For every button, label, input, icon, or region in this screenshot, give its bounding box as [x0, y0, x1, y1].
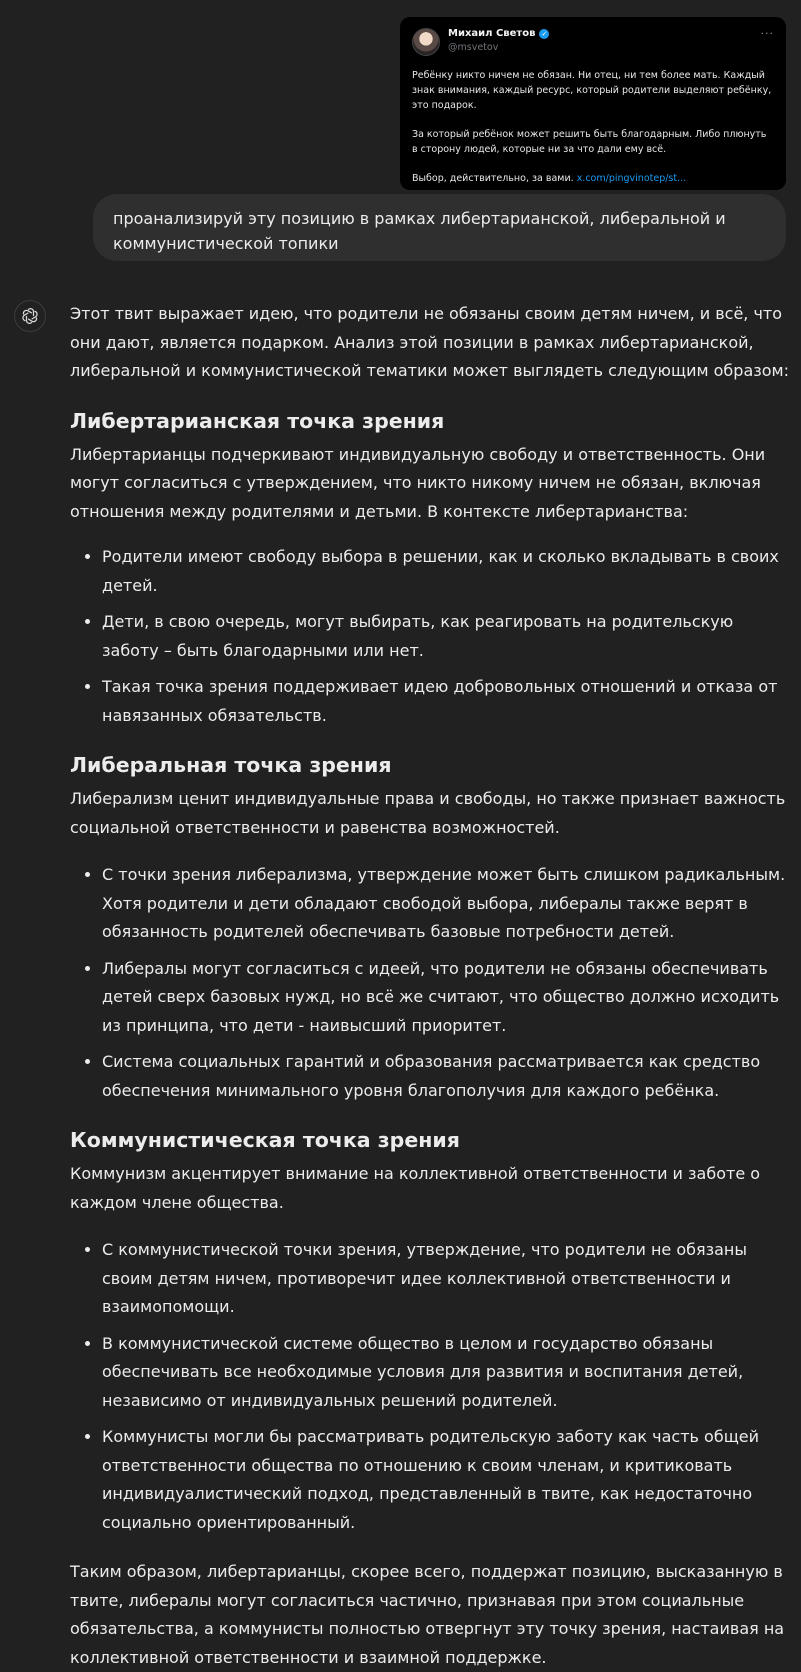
bullet-list-liberal	[70, 861, 790, 1105]
more-options-icon[interactable]: ···	[760, 27, 774, 40]
list-item: • Такая точка зрения поддерживает идею добровольных отношений и отказа от навязанных обязательств.	[102, 673, 790, 730]
tweet-paragraph: За который ребёнок может решить быть благодарным. Либо плюнуть в сторону людей, которые ни за что дали ему всё.	[412, 129, 767, 155]
section-heading-liberal: Либеральная точка зрения	[70, 753, 392, 777]
openai-logo-icon	[14, 300, 46, 332]
section-heading-communist: Коммунистическая точка зрения	[70, 1128, 460, 1152]
tweet-paragraph: Ребёнку никто ничем не обязан. Ни отец, ни тем более мать. Каждый знак внимания, каждый ресурс, который родители выделяют ребёнку, это подарок.	[412, 70, 772, 111]
tweet-paragraph	[412, 171, 774, 186]
tweet-last-text: Выбор, действительно, за вами.	[412, 173, 577, 184]
list-item: • В коммунистической системе общество в целом и государство обязаны обеспечивать все необходимые условия для развития и воспитания детей, независимо от индивидуальных решений родителей.	[102, 1330, 790, 1416]
tweet-handle: @msvetov	[448, 42, 499, 53]
bullet-list-communist	[70, 1236, 790, 1537]
user-message: проанализируй эту позицию в рамках либертарианской, либеральной и коммунистической топики	[93, 194, 786, 261]
tweet-author-name: Михаил Светов	[448, 28, 536, 39]
bullet-list-libertarian	[70, 543, 790, 730]
verified-badge-icon: ✓	[539, 29, 549, 39]
list-item: • С коммунистической точки зрения, утверждение, что родители не обязаны своим детям ничем, противоречит идее коллективной ответственности и взаимопомощи.	[102, 1236, 790, 1322]
avatar	[412, 28, 440, 56]
section-text-communist: Коммунизм акцентирует внимание на коллективной ответственности и заботе о каждом члене общества.	[70, 1164, 761, 1212]
list-item: • С точки зрения либерализма, утверждение может быть слишком радикальным. Хотя родители и дети обладают свободой выбора, либералы также верят в обязанность родителей обеспечивать базовые потребности детей.	[102, 861, 790, 947]
tweet-body	[412, 68, 774, 186]
section-text-liberal: Либерализм ценит индивидуальные права и свободы, но также признает важность социальной ответственности и равенства возможностей.	[70, 789, 786, 837]
answer-conclusion: Таким образом, либертарианцы, скорее всего, поддержат позицию, высказанную в твите, либералы могут согласиться частично, признавая при этом социальные обязательства, а коммунисты полностью отвергнут эту точку зрения, настаивая на коллективной ответственности и взаимной поддержке.	[70, 1562, 785, 1667]
section-heading-libertarian: Либертарианская точка зрения	[70, 408, 445, 433]
list-item: • Коммунисты могли бы рассматривать родительскую заботу как часть общей ответственности общества по отношению к своим членам, и критиковать индивидуалистический подход, представленный в твите, как недостаточно социально ориентированный.	[102, 1423, 790, 1537]
list-item: • Дети, в свою очередь, могут выбирать, как реагировать на родительскую заботу – быть благодарными или нет.	[102, 608, 790, 665]
tweet-link[interactable]: x.com/pingvinotep/st...	[576, 173, 687, 184]
list-item: • Либералы могут согласиться с идеей, что родители не обязаны обеспечивать детей сверх базовых нужд, но всё же считают, что общество должно исходить из принципа, что дети - наивысший приоритет.	[102, 955, 790, 1041]
tweet-header	[412, 27, 774, 56]
assistant-message	[70, 300, 790, 1672]
section-text-libertarian: Либертарианцы подчеркивают индивидуальную свободу и ответственность. Они могут согласиться с утверждением, что никто никому ничем не обязан, включая отношения между родителями и детьми. В контексте либертарианства:	[70, 444, 766, 521]
tweet-author	[448, 27, 761, 54]
list-item: • Система социальных гарантий и образования рассматривается как средство обеспечения минимального уровня благополучия для каждого ребёнка.	[102, 1048, 790, 1105]
list-item: • Родители имеют свободу выбора в решении, как и сколько вкладывать в своих детей.	[102, 543, 790, 600]
answer-intro: Этот твит выражает идею, что родители не обязаны своим детям ничем, и всё, что они дают, является подарком. Анализ этой позиции в рамках либертарианской, либеральной и коммунистической тематики может выглядеть следующим образом:	[70, 304, 789, 380]
tweet-attachment[interactable]	[400, 17, 786, 190]
